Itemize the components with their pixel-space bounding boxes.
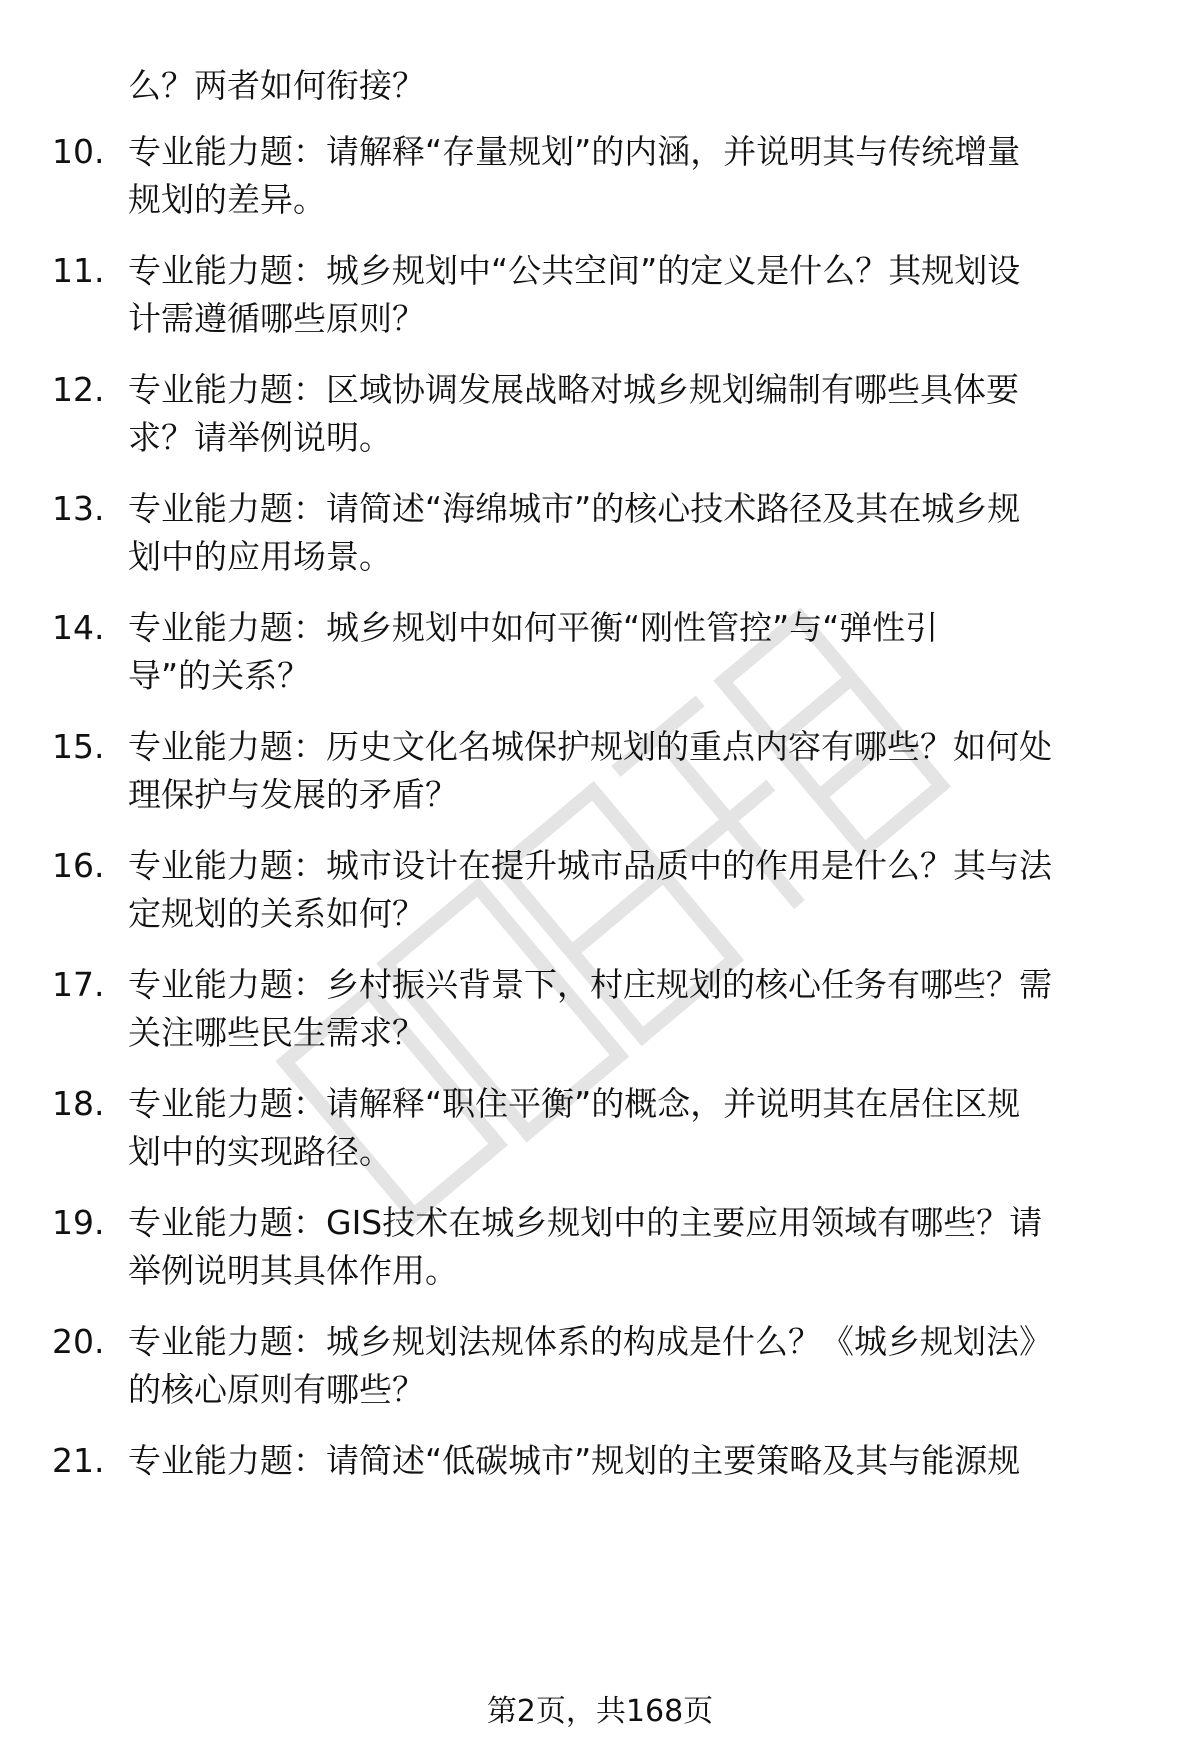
list-item — [52, 1080, 1152, 1176]
list-item — [52, 1199, 1152, 1295]
item-text-line: 专业能力题：历史文化名城保护规划的重点内容有哪些？如何处 — [128, 727, 1052, 766]
item-number: 11. — [52, 251, 105, 290]
item-number: 20. — [52, 1322, 105, 1361]
item-number: 19. — [52, 1203, 105, 1242]
item-text-line: 划中的应用场景。 — [128, 537, 392, 576]
item-text-line: 规划的差异。 — [128, 180, 326, 219]
continuation-line: 么？两者如何衔接？ — [128, 66, 425, 105]
list-item — [52, 366, 1152, 462]
item-text-line: 专业能力题：城乡规划法规体系的构成是什么？《城乡规划法》 — [128, 1322, 1052, 1361]
item-number: 12. — [52, 370, 105, 409]
item-text-line: 定规划的关系如何？ — [128, 894, 425, 933]
list-item — [52, 604, 1152, 700]
item-text-line: 专业能力题：请简述“低碳城市”规划的主要策略及其与能源规 — [128, 1441, 1021, 1480]
list-item — [52, 1437, 1152, 1485]
item-text-line: 理保护与发展的矛盾？ — [128, 775, 458, 814]
list-item — [52, 1318, 1152, 1414]
item-number: 17. — [52, 965, 105, 1004]
item-text-line: 计需遵循哪些原则？ — [128, 299, 425, 338]
item-number: 16. — [52, 846, 105, 885]
page-footer: 第2页，共168页 — [486, 1694, 714, 1729]
list-item — [52, 842, 1152, 938]
list-item — [52, 485, 1152, 581]
item-text-line: 的核心原则有哪些？ — [128, 1370, 425, 1409]
item-text-line: 导”的关系？ — [128, 656, 311, 695]
item-text-line: 专业能力题：请解释“职住平衡”的概念，并说明其在居住区规 — [128, 1084, 1021, 1123]
item-text-line: 举例说明其具体作用。 — [128, 1251, 458, 1290]
item-text-line: 专业能力题：区域协调发展战略对城乡规划编制有哪些具体要 — [128, 370, 1019, 409]
list-item — [52, 247, 1152, 343]
item-text-line: 专业能力题：GIS技术在城乡规划中的主要应用领域有哪些？请 — [128, 1203, 1043, 1242]
item-text-line: 专业能力题：城市设计在提升城市品质中的作用是什么？其与法 — [128, 846, 1052, 885]
item-text-line: 专业能力题：请简述“海绵城市”的核心技术路径及其在城乡规 — [128, 489, 1021, 528]
item-number: 18. — [52, 1084, 105, 1123]
item-number: 21. — [52, 1441, 105, 1480]
item-text-line: 求？请举例说明。 — [128, 418, 392, 457]
list-item — [52, 128, 1152, 224]
list-item — [52, 723, 1152, 819]
item-number: 10. — [52, 132, 105, 171]
item-number: 15. — [52, 727, 105, 766]
item-text-line: 划中的实现路径。 — [128, 1132, 392, 1171]
list-item — [52, 961, 1152, 1057]
item-text-line: 专业能力题：城乡规划中“公共空间”的定义是什么？其规划设 — [128, 251, 1021, 290]
item-text-line: 专业能力题：乡村振兴背景下，村庄规划的核心任务有哪些？需 — [128, 965, 1052, 1004]
item-text-line: 专业能力题：城乡规划中如何平衡“刚性管控”与“弹性引 — [128, 608, 939, 647]
item-number: 14. — [52, 608, 105, 647]
item-number: 13. — [52, 489, 105, 528]
item-text-line: 专业能力题：请解释“存量规划”的内涵，并说明其与传统增量 — [128, 132, 1021, 171]
item-text-line: 关注哪些民生需求？ — [128, 1013, 425, 1052]
